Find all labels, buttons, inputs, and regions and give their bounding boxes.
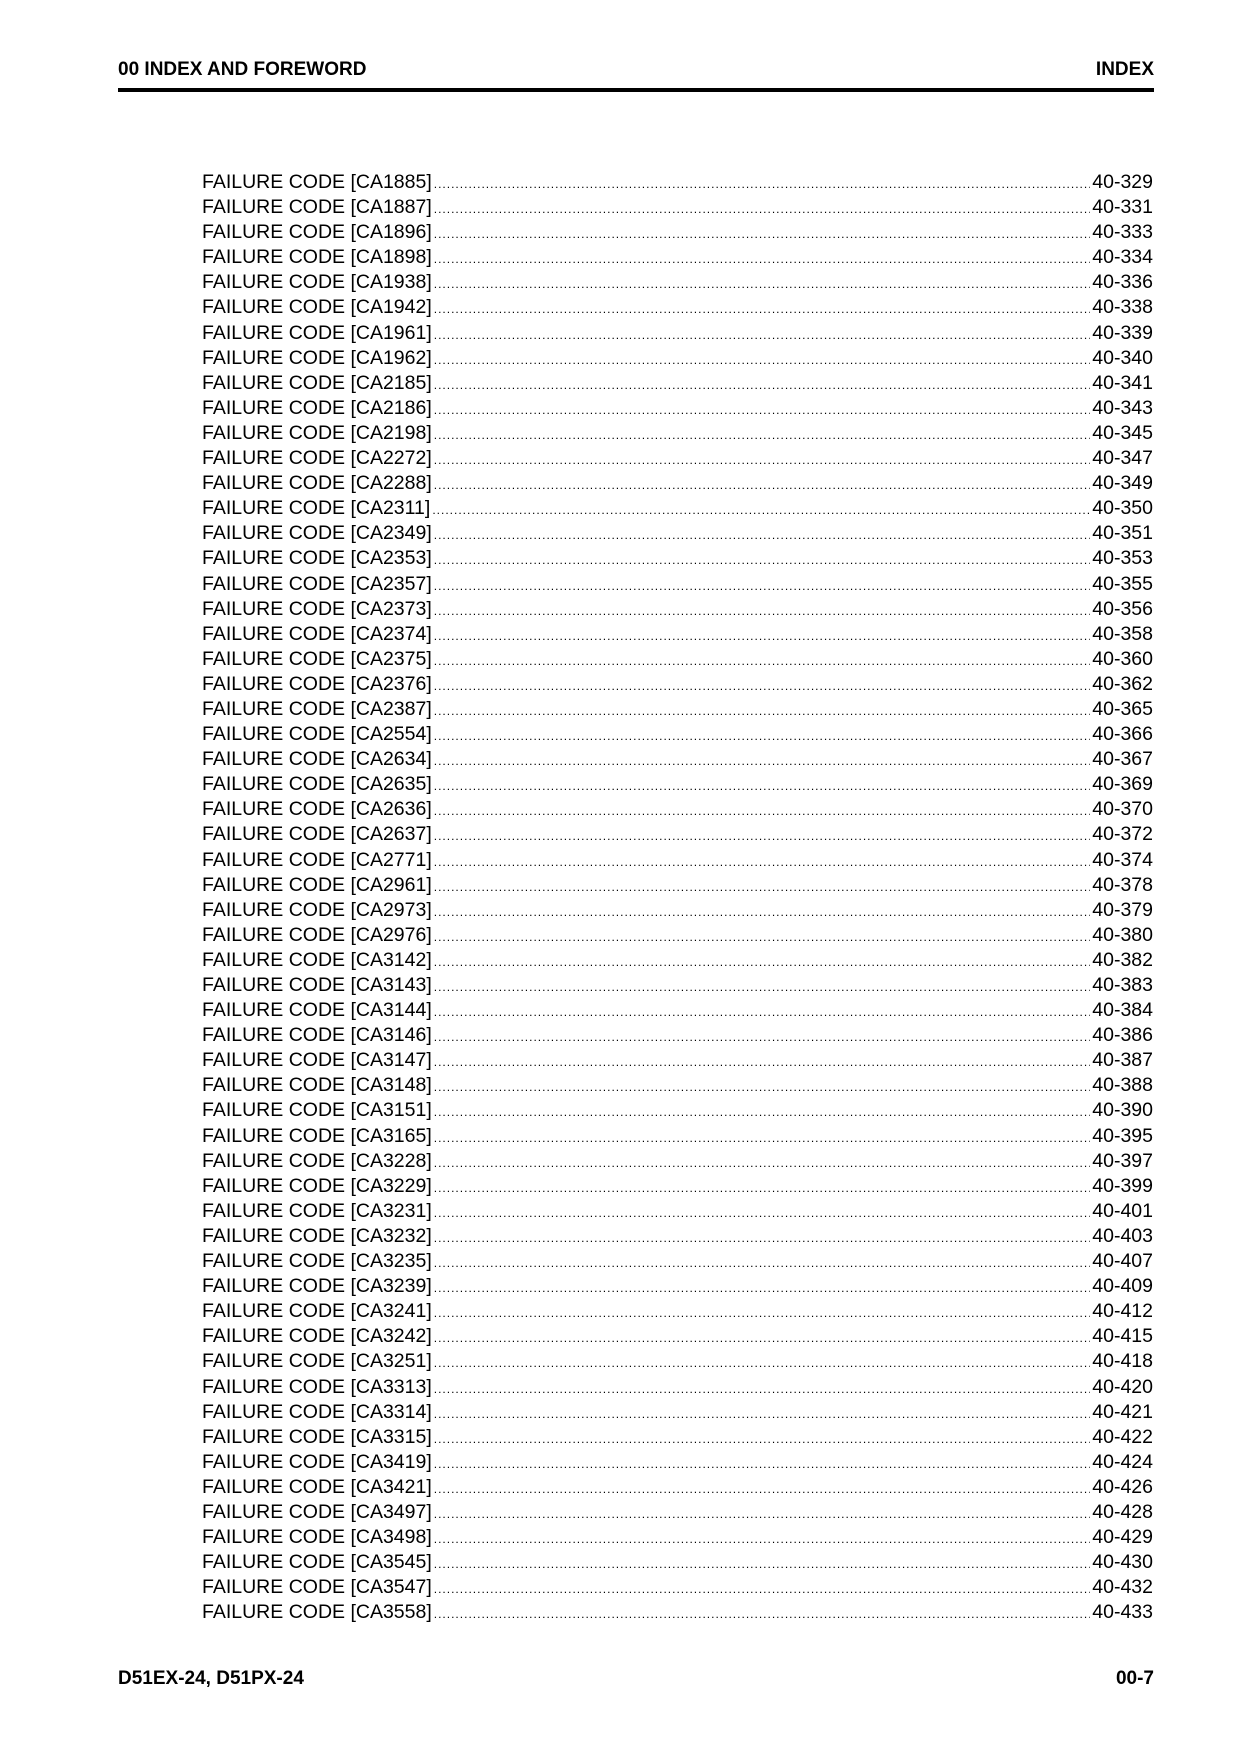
toc-entry[interactable] [202,1199,1153,1224]
toc-dot-leader [434,975,1091,1000]
toc-dot-leader [434,925,1091,950]
page-header [118,56,1154,86]
toc-entry-title: FAILURE CODE [CA2185] [202,371,432,394]
toc-dot-leader [434,323,1091,348]
toc-entry[interactable] [202,1425,1153,1450]
toc-entry-title: FAILURE CODE [CA2634] [202,748,432,771]
toc-entry[interactable] [202,471,1153,496]
toc-dot-leader [434,699,1091,724]
toc-dot-leader [434,348,1091,373]
toc-entry-title: FAILURE CODE [CA3165] [202,1124,432,1147]
toc-dot-leader [432,498,1090,523]
toc-dot-leader [434,1452,1091,1477]
toc-entry[interactable] [202,1575,1153,1600]
toc-entry[interactable] [202,1525,1153,1550]
toc-entry[interactable] [202,1098,1153,1123]
toc-entry-title: FAILURE CODE [CA2635] [202,773,432,796]
toc-dot-leader [434,1126,1091,1151]
toc-entry-page: 40-415 [1092,1325,1153,1348]
toc-dot-leader [434,197,1091,222]
toc-dot-leader [434,850,1091,875]
toc-dot-leader [434,674,1091,699]
toc-entry[interactable] [202,948,1153,973]
toc-dot-leader [434,1201,1091,1226]
header-section-title: 00 INDEX AND FOREWORD [118,59,367,80]
toc-entry-page: 40-338 [1092,296,1153,319]
toc-entry-title: FAILURE CODE [CA3558] [202,1601,432,1624]
toc-dot-leader [434,1527,1091,1552]
toc-entry[interactable] [202,873,1153,898]
toc-entry-title: FAILURE CODE [CA3242] [202,1325,432,1348]
toc-entry-title: FAILURE CODE [CA1938] [202,271,432,294]
toc-entry-title: FAILURE CODE [CA3143] [202,974,432,996]
toc-entry[interactable] [202,1600,1153,1625]
toc-entry[interactable] [202,220,1153,245]
toc-entry-title: FAILURE CODE [CA2357] [202,572,432,595]
toc-dot-leader [434,548,1091,573]
toc-entry-title: FAILURE CODE [CA2288] [202,472,432,495]
toc-entry-title: FAILURE CODE [CA2349] [202,522,432,545]
toc-entry-page: 40-386 [1092,1024,1153,1047]
toc-entry-page: 40-379 [1092,898,1153,921]
toc-dot-leader [434,1050,1091,1075]
toc-dot-leader [434,1351,1091,1376]
toc-entry-title: FAILURE CODE [CA3315] [202,1425,432,1448]
toc-entry-title: FAILURE CODE [CA3314] [202,1400,432,1423]
toc-entry-page: 40-395 [1092,1124,1153,1147]
toc-entry-title: FAILURE CODE [CA2376] [202,672,432,695]
toc-dot-leader [434,272,1091,297]
header-divider [118,88,1154,92]
toc-dot-leader [434,774,1091,799]
toc-entry[interactable] [202,898,1153,923]
toc-entry-title: FAILURE CODE [CA2636] [202,798,432,821]
toc-dot-leader [434,599,1091,624]
toc-dot-leader [434,1402,1091,1427]
toc-entry-page: 40-418 [1092,1350,1153,1373]
toc-entry[interactable] [202,421,1153,446]
toc-entry-page: 40-370 [1092,798,1153,821]
toc-entry-page: 40-390 [1092,1099,1153,1122]
toc-dot-leader [434,1427,1091,1452]
toc-dot-leader [434,1602,1091,1627]
toc-dot-leader [434,1377,1091,1402]
toc-entry[interactable] [202,195,1153,220]
toc-entry[interactable] [202,396,1153,421]
toc-entry[interactable] [202,1124,1153,1149]
toc-entry-page: 40-409 [1092,1275,1153,1298]
toc-entry-page: 40-380 [1092,923,1153,946]
toc-entry-page: 40-433 [1092,1601,1153,1624]
toc-dot-leader [434,950,1091,975]
toc-dot-leader [434,1151,1091,1176]
toc-dot-leader [434,875,1091,900]
toc-entry-title: FAILURE CODE [CA1896] [202,221,432,244]
toc-entry-title: FAILURE CODE [CA3146] [202,1024,432,1047]
toc-entry-page: 40-365 [1092,697,1153,720]
toc-entry-page: 40-366 [1092,723,1153,746]
footer-model-names: D51EX-24, D51PX-24 [118,1668,304,1689]
toc-entry[interactable] [202,546,1153,571]
toc-entry-title: FAILURE CODE [CA3228] [202,1149,432,1172]
toc-dot-leader [434,1477,1091,1502]
toc-entry-page: 40-378 [1092,873,1153,896]
toc-entry[interactable] [202,170,1153,195]
toc-entry-title: FAILURE CODE [CA3421] [202,1475,432,1498]
toc-entry-title: FAILURE CODE [CA2973] [202,898,432,921]
toc-entry-title: FAILURE CODE [CA2353] [202,547,432,570]
toc-entry[interactable] [202,572,1153,597]
toc-entry-title: FAILURE CODE [CA2373] [202,597,432,620]
toc-entry-page: 40-351 [1092,522,1153,545]
toc-entry-page: 40-388 [1092,1074,1153,1097]
toc-entry[interactable] [202,747,1153,772]
toc-dot-leader [434,1176,1091,1201]
toc-entry-page: 40-336 [1092,271,1153,294]
toc-entry-page: 40-420 [1092,1375,1153,1398]
toc-entry[interactable] [202,722,1153,747]
toc-entry-page: 40-430 [1092,1551,1153,1574]
toc-entry[interactable] [202,1450,1153,1475]
toc-dot-leader [434,574,1091,599]
toc-dot-leader [434,1100,1091,1125]
toc-entry-title: FAILURE CODE [CA2272] [202,447,432,470]
toc-entry-page: 40-401 [1092,1199,1153,1222]
toc-entry[interactable] [202,446,1153,471]
toc-entry-page: 40-331 [1092,196,1153,219]
toc-entry-title: FAILURE CODE [CA1962] [202,346,432,369]
toc-entry[interactable] [202,1249,1153,1274]
toc-entry-title: FAILURE CODE [CA3144] [202,999,432,1022]
toc-entry[interactable] [202,1400,1153,1425]
toc-entry-page: 40-424 [1092,1450,1153,1473]
toc-entry[interactable] [202,295,1153,320]
toc-entry[interactable] [202,270,1153,295]
toc-entry-page: 40-432 [1092,1576,1153,1599]
toc-entry-title: FAILURE CODE [CA2198] [202,421,432,444]
toc-entry-page: 40-384 [1092,999,1153,1022]
toc-dot-leader [434,900,1091,925]
toc-entry[interactable] [202,1324,1153,1349]
toc-entry-title: FAILURE CODE [CA2375] [202,647,432,670]
toc-entry-title: FAILURE CODE [CA1885] [202,171,432,193]
toc-entry-title: FAILURE CODE [CA2186] [202,396,432,419]
toc-entry-page: 40-355 [1092,572,1153,595]
toc-entry-page: 40-349 [1092,472,1153,495]
toc-dot-leader [434,423,1091,448]
toc-entry-page: 40-341 [1092,371,1153,394]
toc-entry-page: 40-350 [1092,497,1153,520]
toc-entry-page: 40-426 [1092,1475,1153,1498]
toc-entry-page: 40-347 [1092,447,1153,470]
toc-dot-leader [434,1552,1091,1577]
toc-dot-leader [434,1276,1091,1301]
toc-entry-page: 40-358 [1092,622,1153,645]
toc-entry[interactable] [202,772,1153,797]
toc-entry[interactable] [202,597,1153,622]
toc-entry-title: FAILURE CODE [CA1942] [202,296,432,319]
toc-entry[interactable] [202,1149,1153,1174]
toc-entry-page: 40-382 [1092,948,1153,971]
toc-list [202,170,1153,1625]
toc-entry-title: FAILURE CODE [CA2771] [202,848,432,871]
toc-entry-title: FAILURE CODE [CA1898] [202,246,432,269]
toc-entry-title: FAILURE CODE [CA3239] [202,1275,432,1298]
toc-entry[interactable] [202,1174,1153,1199]
toc-entry[interactable] [202,321,1153,346]
toc-dot-leader [434,1251,1091,1276]
toc-entry-page: 40-369 [1092,773,1153,796]
toc-entry[interactable] [202,346,1153,371]
toc-entry-title: FAILURE CODE [CA2961] [202,873,432,896]
toc-entry-title: FAILURE CODE [CA3547] [202,1576,432,1599]
toc-entry[interactable] [202,1550,1153,1575]
toc-entry-page: 40-387 [1092,1049,1153,1072]
footer-page-number: 00-7 [1115,1668,1154,1689]
toc-entry[interactable] [202,521,1153,546]
toc-entry-page: 40-362 [1092,672,1153,695]
toc-entry[interactable] [202,1475,1153,1500]
page-footer [118,1668,1154,1698]
toc-entry-page: 40-422 [1092,1425,1153,1448]
toc-entry-page: 40-340 [1092,346,1153,369]
toc-entry-page: 40-356 [1092,597,1153,620]
toc-dot-leader [434,398,1091,423]
toc-entry-page: 40-374 [1092,848,1153,871]
toc-entry[interactable] [202,647,1153,672]
toc-entry-title: FAILURE CODE [CA2387] [202,697,432,720]
toc-entry-title: FAILURE CODE [CA2554] [202,723,432,746]
toc-dot-leader [434,297,1091,322]
toc-entry-title: FAILURE CODE [CA3241] [202,1300,432,1323]
toc-dot-leader [434,448,1091,473]
toc-entry[interactable] [202,622,1153,647]
toc-entry-title: FAILURE CODE [CA2311] [202,497,431,520]
toc-entry-title: FAILURE CODE [CA1887] [202,196,432,219]
toc-dot-leader [434,649,1091,674]
toc-dot-leader [434,172,1091,197]
toc-entry-page: 40-343 [1092,396,1153,419]
toc-dot-leader [434,1301,1091,1326]
toc-entry[interactable] [202,1375,1153,1400]
toc-dot-leader [434,1326,1091,1351]
toc-entry-title: FAILURE CODE [CA3151] [202,1099,432,1122]
toc-entry-title: FAILURE CODE [CA3148] [202,1074,432,1097]
toc-entry-title: FAILURE CODE [CA3498] [202,1526,432,1549]
toc-dot-leader [434,1025,1091,1050]
toc-entry-page: 40-360 [1092,647,1153,670]
toc-entry-page: 40-421 [1092,1400,1153,1423]
toc-entry-page: 40-339 [1092,321,1153,344]
toc-entry[interactable] [202,1299,1153,1324]
toc-entry-title: FAILURE CODE [CA3235] [202,1250,432,1273]
toc-dot-leader [434,1577,1091,1602]
toc-entry-title: FAILURE CODE [CA3232] [202,1224,432,1247]
toc-dot-leader [434,824,1091,849]
toc-entry[interactable] [202,998,1153,1023]
toc-entry[interactable] [202,1224,1153,1249]
toc-entry-page: 40-329 [1092,171,1153,193]
toc-entry-page: 40-399 [1092,1174,1153,1197]
toc-dot-leader [434,1502,1091,1527]
toc-entry-page: 40-429 [1092,1526,1153,1549]
toc-entry[interactable] [202,672,1153,697]
toc-dot-leader [434,523,1091,548]
toc-entry[interactable] [202,697,1153,722]
toc-entry-title: FAILURE CODE [CA3142] [202,948,432,971]
toc-entry-page: 40-372 [1092,823,1153,846]
toc-dot-leader [434,1075,1091,1100]
toc-dot-leader [434,247,1091,272]
toc-entry[interactable] [202,1023,1153,1048]
toc-entry[interactable] [202,797,1153,822]
toc-entry-title: FAILURE CODE [CA3545] [202,1551,432,1574]
toc-entry[interactable] [202,1073,1153,1098]
toc-dot-leader [434,799,1091,824]
toc-entry-title: FAILURE CODE [CA1961] [202,321,432,344]
toc-entry-title: FAILURE CODE [CA2976] [202,923,432,946]
toc-entry-page: 40-333 [1092,221,1153,244]
header-index-title: INDEX [1095,59,1154,80]
toc-dot-leader [434,1000,1091,1025]
toc-entry-page: 40-334 [1092,246,1153,269]
toc-entry-page: 40-397 [1092,1149,1153,1172]
toc-entry[interactable] [202,973,1153,998]
toc-entry-title: FAILURE CODE [CA3497] [202,1500,432,1523]
toc-entry[interactable] [202,822,1153,847]
toc-dot-leader [434,222,1091,247]
toc-entry-title: FAILURE CODE [CA2374] [202,622,432,645]
toc-entry-page: 40-403 [1092,1224,1153,1247]
toc-entry-title: FAILURE CODE [CA3229] [202,1174,432,1197]
toc-entry[interactable] [202,1349,1153,1374]
toc-entry-page: 40-412 [1092,1300,1153,1323]
toc-entry[interactable] [202,1500,1153,1525]
toc-entry-title: FAILURE CODE [CA2637] [202,823,432,846]
toc-entry-title: FAILURE CODE [CA3147] [202,1049,432,1072]
toc-entry[interactable] [202,923,1153,948]
toc-entry-page: 40-345 [1092,421,1153,444]
toc-dot-leader [434,1226,1091,1251]
toc-dot-leader [434,473,1091,498]
toc-entry[interactable] [202,496,1153,521]
toc-dot-leader [434,624,1091,649]
toc-entry-title: FAILURE CODE [CA3419] [202,1450,432,1473]
toc-dot-leader [434,373,1091,398]
toc-entry[interactable] [202,1048,1153,1073]
toc-entry-page: 40-383 [1092,974,1153,996]
toc-entry-page: 40-353 [1092,547,1153,570]
toc-entry[interactable] [202,848,1153,873]
toc-entry[interactable] [202,1274,1153,1299]
toc-entry-page: 40-407 [1092,1250,1153,1273]
toc-entry-title: FAILURE CODE [CA3231] [202,1199,432,1222]
toc-entry-title: FAILURE CODE [CA3313] [202,1375,432,1398]
toc-entry-page: 40-428 [1092,1500,1153,1523]
toc-dot-leader [434,749,1091,774]
toc-entry-title: FAILURE CODE [CA3251] [202,1350,432,1373]
toc-entry[interactable] [202,371,1153,396]
toc-entry-page: 40-367 [1092,748,1153,771]
toc-entry[interactable] [202,245,1153,270]
toc-dot-leader [434,724,1091,749]
